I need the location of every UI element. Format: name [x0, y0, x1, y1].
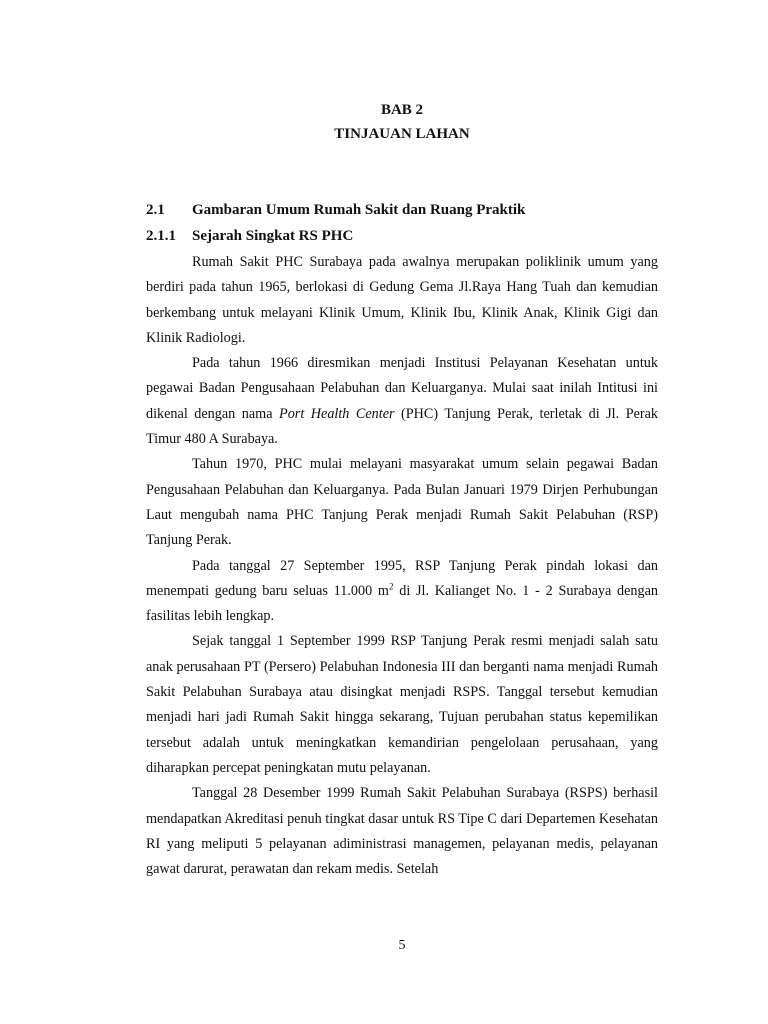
section-number: 2.1: [146, 202, 165, 218]
subsection-heading: [146, 228, 353, 245]
subsection-number: 2.1.1: [146, 228, 176, 244]
paragraph-3: Tahun 1970, PHC mulai melayani masyarakat umum selain pegawai Badan Pengusahaan Pelabuhan dan Keluarganya. Pada Bulan Januari 1979 Dirjen Perhubungan Laut mengubah nama PHC Tanjung Perak menjadi Rumah Sakit Pelabuhan (RSP) Tanjung Perak.: [146, 456, 658, 549]
italic-term: Port Health Center: [279, 405, 395, 422]
paragraph-6: Tanggal 28 Desember 1999 Rumah Sakit Pelabuhan Surabaya (RSPS) berhasil mendapatkan Akreditasi penuh tingkat dasar untuk RS Tipe C dari Departemen Kesehatan RI yang meliputi 5 pelayanan adiministrasi managemen, pelayanan medis, pelayanan gawat darurat, perawatan dan rekam medis. Setelah: [146, 785, 658, 878]
paragraph-1: Rumah Sakit PHC Surabaya pada awalnya merupakan poliklinik umum yang berdiri pada tahun 1965, berlokasi di Gedung Gema Jl.Raya Hang Tuah dan kemudian berkembang untuk melayani Klinik Umum, Klinik Ibu, Klinik Anak, Klinik Gigi dan Klinik Radiologi.: [146, 254, 658, 346]
subsection-title: Sejarah Singkat RS PHC: [192, 228, 354, 244]
section-heading: [146, 202, 525, 219]
chapter-number: BAB 2: [380, 102, 424, 118]
paragraph-5: Sejak tanggal 1 September 1999 RSP Tanjung Perak resmi menjadi salah satu anak perusahaan PT (Persero) Pelabuhan Indonesia III dan berganti nama menjadi Rumah Sakit Pelabuhan Surabaya atau disingkat menjadi RSPS. Tanggal tersebut kemudian menjadi hari jadi Rumah Sakit hingga sekarang, Tujuan perubahan status kepemilikan tersebut adalah untuk meningkatkan kemandirian pengelolaan perusahaan, yang diharapkan percepat peningkatan mutu pelayanan.: [146, 633, 658, 776]
body-text: [146, 250, 658, 882]
superscript: 2: [388, 581, 394, 592]
section-title: Gambaran Umum Rumah Sakit dan Ruang Praktik: [192, 202, 526, 218]
page-number: 5: [398, 938, 406, 953]
paragraph-2: Pada tahun 1966 diresmikan menjadi Institusi Pelayanan Kesehatan untuk pegawai Badan Pengusahaan Pelabuhan dan Keluarganya. Mulai saat inilah Intitusi ini dikenal dengan nama Port Health Center (PHC) Tanjung Perak, terletak di Jl. Perak Timur 480 A Surabaya.: [146, 355, 658, 448]
paragraph-4: Pada tanggal 27 September 1995, RSP Tanjung Perak pindah lokasi dan menempati gedung baru seluas 11.000 $m^2$ di Jl. Kalianget No. 1 - 2 Surabaya dengan fasilitas lebih lengkap.: [146, 557, 658, 625]
chapter-title: TINJAUAN LAHAN: [334, 126, 470, 142]
